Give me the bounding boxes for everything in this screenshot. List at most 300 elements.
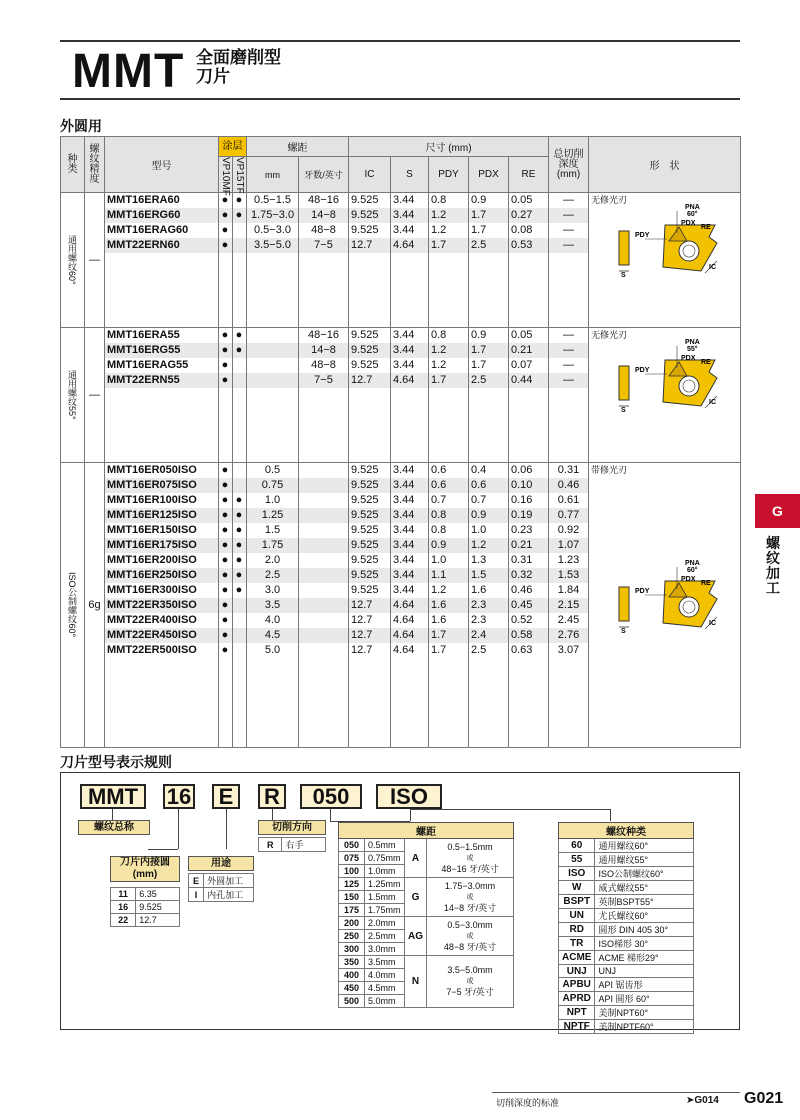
grade1-cell: ● [219,478,233,493]
ic-cell: 9.525 [349,193,391,208]
group-shape [589,328,741,463]
table-row [61,193,741,208]
side-tab[interactable]: G [755,494,800,528]
side-tab-label: 螺纹加工 [766,535,780,596]
re-cell [509,448,549,463]
s-cell [391,703,429,718]
ic-cell [349,418,391,433]
pitch-tpi-cell: 7−5 [299,373,349,388]
ic-cell [349,673,391,688]
code-cell: ACME [559,951,595,965]
grade1-cell [219,418,233,433]
s-cell: 4.64 [391,643,429,658]
re-cell [509,403,549,418]
pitch-range-or: 或 [466,932,474,940]
model-cell [105,298,219,313]
code-part-pitch: 050 [300,784,362,809]
table-row [61,328,741,343]
pdx-cell: 1.7 [469,343,509,358]
pitch-range-or: 或 [466,854,474,862]
pdx-cell: 0.7 [469,493,509,508]
grade2-cell [233,673,247,688]
pdy-cell [429,388,469,403]
re-cell [509,253,549,268]
grade2-cell [233,613,247,628]
insert-diagram [615,338,725,413]
pitch-mm-cell: 1.75−3.0 [247,208,299,223]
pitch-code-cell: 100 [339,865,365,878]
pdx-cell [469,433,509,448]
ic-cell: 12.7 [349,613,391,628]
re-cell: 0.44 [509,373,549,388]
grade1-cell [219,658,233,673]
ic-cell [349,433,391,448]
pitch-tpi-cell: 48−8 [299,223,349,238]
header-shape: 形 状 [589,137,741,193]
desc-cell: 通用螺纹55° [595,853,694,867]
pitch-mm-cell [247,388,299,403]
grade2-cell [233,688,247,703]
group-precision: — [85,328,105,463]
desc-cell: 尤氏螺纹60° [595,909,694,923]
pdx-cell [469,313,509,328]
fig-pdy-label: PDY [635,588,650,595]
fig-s-label: S [621,272,626,278]
model-cell [105,283,219,298]
pdx-cell [469,688,509,703]
model-cell: MMT16ERA55 [105,328,219,343]
pitch-mm-cell [247,358,299,373]
thread-type-row [559,881,694,895]
pitch-tpi-cell [299,418,349,433]
pdy-cell: 1.2 [429,583,469,598]
re-cell: 0.31 [509,553,549,568]
insert-hole [679,241,699,261]
code-cell: 22 [111,914,136,927]
ic-cell: 12.7 [349,643,391,658]
pdy-cell: 1.7 [429,628,469,643]
pdy-cell [429,718,469,733]
insert-side-view [619,366,629,400]
pdx-cell: 2.5 [469,373,509,388]
pitch-mm-cell: 4.0mm [365,969,405,982]
s-cell [391,448,429,463]
depth-cell: 2.15 [549,598,589,613]
grade1-cell: ● [219,553,233,568]
re-cell [509,313,549,328]
model-cell: MMT22ERN55 [105,373,219,388]
thread-type-row [559,965,694,978]
pitch-mm-cell [247,313,299,328]
grade1-cell [219,403,233,418]
pdy-cell: 0.8 [429,508,469,523]
pitch-code-cell: 450 [339,982,365,995]
ic-cell: 12.7 [349,238,391,253]
ic-cell [349,253,391,268]
pdy-cell: 0.6 [429,478,469,493]
re-cell: 0.46 [509,583,549,598]
pitch-mm-cell [247,658,299,673]
pdx-cell: 0.4 [469,463,509,478]
grade2-cell [233,268,247,283]
pdy-cell: 0.6 [429,463,469,478]
pdy-cell [429,703,469,718]
grade1-cell [219,718,233,733]
header-precision: 螺纹精度 [85,137,105,193]
ic-cell: 9.525 [349,553,391,568]
grade1-cell: ● [219,238,233,253]
header-model: 型号 [105,137,219,193]
code-part-direction: R [258,784,286,809]
grade1-cell [219,298,233,313]
re-cell: 0.08 [509,223,549,238]
label-general: 螺纹总称 [78,820,150,835]
pitch-code-cell: 050 [339,839,365,852]
pitch-range-tpi: 48−16 牙/英寸 [441,863,499,874]
grade1-cell: ● [219,568,233,583]
ic-cell [349,688,391,703]
grade1-cell: ● [219,538,233,553]
desc-cell: 美制NPT60° [595,1006,694,1020]
s-cell: 4.64 [391,238,429,253]
fig-pna-label: PNA [685,204,700,211]
pitch-code-cell: 500 [339,995,365,1008]
model-cell: MMT16ER175ISO [105,538,219,553]
pdy-cell [429,298,469,313]
s-cell: 4.64 [391,628,429,643]
subtitle-line-1: 全面磨削型 [196,48,281,67]
code-cell: 55 [559,853,595,867]
pdx-cell [469,298,509,313]
pitch-tpi-cell [299,688,349,703]
grade2-cell: ● [233,343,247,358]
depth-cell: — [549,208,589,223]
s-cell: 3.44 [391,493,429,508]
pdy-cell [429,253,469,268]
pitch-mm-cell: 1.75mm [365,904,405,917]
pitch-mm-cell [247,298,299,313]
code-cell: 16 [111,901,136,914]
grade1-cell [219,388,233,403]
depth-cell [549,433,589,448]
depth-cell: — [549,238,589,253]
re-cell [509,298,549,313]
code-cell: 11 [111,888,136,901]
pitch-tpi-cell [299,613,349,628]
s-cell [391,718,429,733]
thread-type-row [559,1006,694,1020]
insert-spec-table [60,136,741,748]
thread-type-row [559,895,694,909]
pdx-cell: 2.3 [469,598,509,613]
s-cell [391,283,429,298]
re-cell: 0.19 [509,508,549,523]
re-cell: 0.21 [509,538,549,553]
pitch-mm-cell: 5.0 [247,643,299,658]
ic-cell: 9.525 [349,478,391,493]
pitch-tpi-cell: 48−16 [299,328,349,343]
re-cell: 0.10 [509,478,549,493]
s-cell: 4.64 [391,613,429,628]
fig-re-label: RE [701,224,711,231]
model-cell: MMT16ER250ISO [105,568,219,583]
insert-diagram [615,559,725,634]
desc-cell: ISO公制螺纹60° [595,867,694,881]
model-cell [105,718,219,733]
pitch-mm-cell [247,718,299,733]
code-cell: ISO [559,867,595,881]
thread-type-row [559,992,694,1006]
ic-cell: 12.7 [349,598,391,613]
pdy-cell: 1.7 [429,643,469,658]
pitch-mm-cell: 2.5mm [365,930,405,943]
pitch-code-cell: 150 [339,891,365,904]
re-cell: 0.23 [509,523,549,538]
pdy-cell: 1.0 [429,553,469,568]
ic-cell [349,313,391,328]
pitch-mm-cell: 2.5 [247,568,299,583]
depth-cell: — [549,328,589,343]
pdy-cell: 0.8 [429,523,469,538]
pitch-range-tpi: 48−8 牙/英寸 [443,941,497,952]
code-cell: I [189,888,204,902]
pdx-cell [469,403,509,418]
header-pdy: PDY [429,157,469,193]
s-cell [391,313,429,328]
re-cell [509,418,549,433]
depth-cell: 0.31 [549,463,589,478]
grade1-cell [219,733,233,748]
model-cell [105,688,219,703]
pitch-group-range [427,956,514,1008]
thread-type-row [559,951,694,965]
re-cell [509,283,549,298]
ic-row [111,888,180,901]
grade2-cell [233,373,247,388]
grade1-cell: ● [219,328,233,343]
pitch-tpi-cell [299,403,349,418]
ic-cell [349,298,391,313]
grade2-cell: ● [233,208,247,223]
desc-cell: 通用螺纹60° [595,839,694,853]
desc-cell: 威式螺纹55° [595,881,694,895]
fig-s-label: S [621,628,626,634]
model-cell [105,658,219,673]
grade2-cell [233,658,247,673]
fig-pdx-label: PDX [681,576,696,583]
grade2-cell [233,418,247,433]
ic-cell: 9.525 [349,538,391,553]
model-cell [105,703,219,718]
desc-cell: 圆形 DIN 405 30° [595,923,694,937]
grade1-cell: ● [219,358,233,373]
grade2-cell: ● [233,193,247,208]
pitch-mm-cell [247,343,299,358]
pitch-tpi-cell [299,448,349,463]
ic-cell: 9.525 [349,568,391,583]
fig-ic-label: IC [709,264,717,271]
re-cell: 0.05 [509,328,549,343]
fig-pdx-label: PDX [681,355,696,362]
code-cell: UNJ [559,965,595,978]
code-cell: 60 [559,839,595,853]
grade1-cell [219,268,233,283]
pitch-table [338,822,514,1008]
pdx-cell: 2.3 [469,613,509,628]
pitch-mm-cell [247,268,299,283]
model-cell: MMT16ER200ISO [105,553,219,568]
pitch-tpi-cell [299,523,349,538]
pitch-mm-cell [247,328,299,343]
re-cell: 0.06 [509,463,549,478]
s-cell: 3.44 [391,463,429,478]
ic-cell: 9.525 [349,208,391,223]
grade1-cell [219,253,233,268]
table-row [61,463,741,478]
pitch-tpi-cell: 48−16 [299,193,349,208]
ic-cell [349,703,391,718]
pitch-group-code: A [405,839,427,878]
pitch-mm-cell: 4.5mm [365,982,405,995]
s-cell [391,403,429,418]
page-number: G021 [744,1090,784,1107]
depth-cell: — [549,193,589,208]
grade1-cell [219,283,233,298]
fig-pna-label: PNA [685,339,700,346]
pitch-mm-cell [247,733,299,748]
thread-type-row [559,1020,694,1034]
re-cell: 0.52 [509,613,549,628]
s-cell: 3.44 [391,358,429,373]
grade1-cell: ● [219,613,233,628]
pitch-mm-cell: 1.25 [247,508,299,523]
depth-cell [549,673,589,688]
depth-cell [549,733,589,748]
model-cell [105,448,219,463]
ic-cell: 12.7 [349,373,391,388]
fig-pdx-label: PDX [681,220,696,227]
pitch-tpi-cell [299,643,349,658]
re-cell: 0.07 [509,358,549,373]
pitch-mm-cell [247,418,299,433]
fig-pna-label: PNA [685,560,700,567]
depth-cell: — [549,223,589,238]
grade1-cell: ● [219,463,233,478]
depth-cell [549,268,589,283]
pdx-cell [469,388,509,403]
group-precision: — [85,193,105,328]
pitch-mm-cell: 2.0 [247,553,299,568]
thread-type-row [559,909,694,923]
pitch-tpi-cell [299,433,349,448]
pitch-group-code: N [405,956,427,1008]
pdy-cell: 1.2 [429,223,469,238]
grade2-cell [233,478,247,493]
header-depth: 总切削深度(mm) [549,137,589,193]
desc-cell: ACME 梯形29° [595,951,694,965]
pdx-cell [469,268,509,283]
grade1-cell: ● [219,643,233,658]
pitch-mm-cell: 4.5 [247,628,299,643]
s-cell: 3.44 [391,343,429,358]
s-cell: 3.44 [391,223,429,238]
model-cell: MMT22ER350ISO [105,598,219,613]
insert-side-view [619,587,629,621]
s-cell [391,268,429,283]
re-cell: 0.58 [509,628,549,643]
s-cell: 3.44 [391,568,429,583]
insert-side-view [619,231,629,265]
footer-ref-link[interactable]: ➤G014 [686,1095,719,1106]
code-cell: RD [559,923,595,937]
pdy-cell [429,688,469,703]
pdy-cell [429,433,469,448]
shape-note: 无修光刃 [591,330,628,340]
pitch-mm-cell: 0.5mm [365,839,405,852]
pitch-code-cell: 300 [339,943,365,956]
pitch-mm-cell: 1.5mm [365,891,405,904]
s-cell [391,298,429,313]
subtitle-line-2: 刀片 [196,67,230,86]
depth-cell: 1.53 [549,568,589,583]
pitch-mm-cell [247,688,299,703]
pdx-cell [469,718,509,733]
re-cell [509,733,549,748]
pdy-cell: 1.2 [429,358,469,373]
pdx-cell: 2.5 [469,643,509,658]
re-cell: 0.53 [509,238,549,253]
re-cell: 0.27 [509,208,549,223]
insert-hole [679,597,699,617]
ic-cell: 9.525 [349,508,391,523]
depth-cell [549,298,589,313]
pdx-cell: 1.6 [469,583,509,598]
pitch-mm-cell: 4.0 [247,613,299,628]
ic-cell [349,733,391,748]
re-cell [509,268,549,283]
pdx-cell [469,733,509,748]
pdy-cell: 0.8 [429,328,469,343]
pitch-mm-cell [247,253,299,268]
s-cell: 3.44 [391,583,429,598]
header-grade-1: VP10MF [220,157,231,196]
ic-cell: 9.525 [349,328,391,343]
shape-note: 带修光刃 [591,465,628,475]
pitch-tpi-cell [299,298,349,313]
use-row [189,874,254,888]
grade2-cell [233,598,247,613]
pitch-tpi-cell [299,508,349,523]
re-cell: 0.16 [509,493,549,508]
thread-type-row [559,853,694,867]
pitch-row [339,917,514,930]
label-use: 用途 [188,856,254,871]
pitch-mm-cell: 3.0mm [365,943,405,956]
ic-cell [349,268,391,283]
depth-cell [549,703,589,718]
depth-cell [549,418,589,433]
grade2-cell [233,703,247,718]
ic-cell [349,388,391,403]
fig-re-label: RE [701,359,711,366]
grade2-cell [233,403,247,418]
thread-type-row [559,839,694,853]
depth-cell: 1.84 [549,583,589,598]
product-code: MMT [72,45,185,98]
s-cell [391,433,429,448]
pitch-mm-cell: 5.0mm [365,995,405,1008]
desc-cell: 12.7 [136,914,180,927]
